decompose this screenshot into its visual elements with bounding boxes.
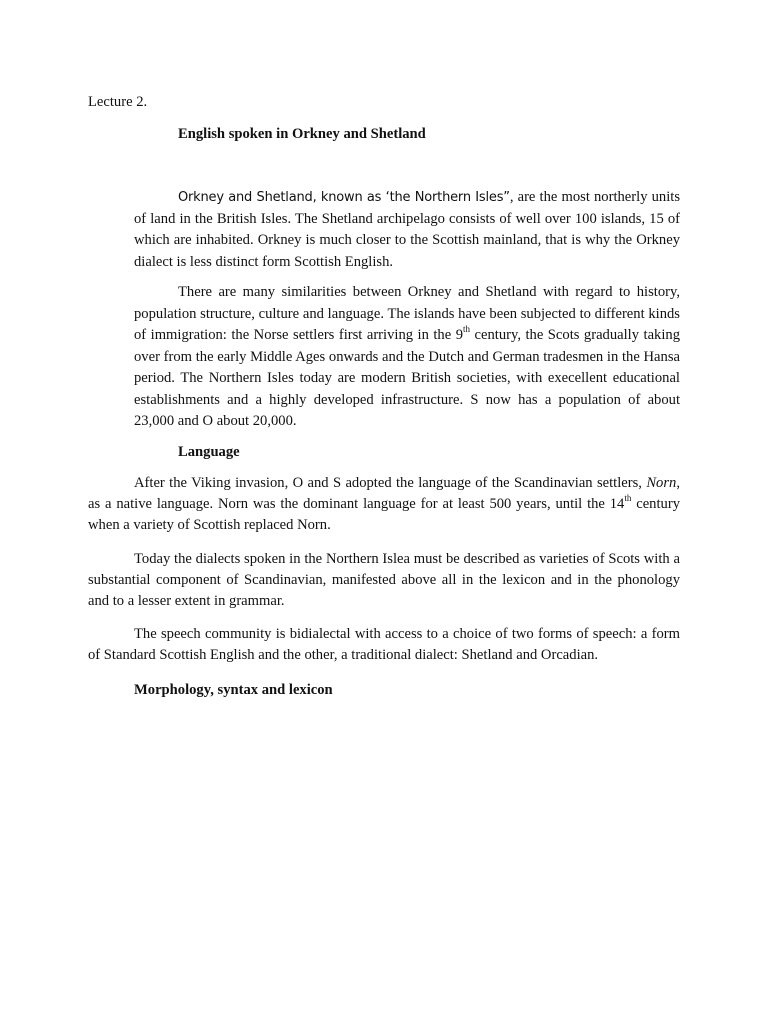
paragraph-similarities [134, 282, 680, 433]
paragraph-similarities-text-2: century, the Scots gradually taking over from the early Middle Ages onwards and the Dutch and German tradesmen in the Hansa period. The Northern Isles today are modern British societies, with execellent educational establishments and a highly developed infrastructure. S now has a population of about 23,000 and O about 20,000. [134, 327, 680, 429]
paragraph-viking-text-2: , as a native language. Norn was the dominant language for at least 500 years, until the 14 [88, 475, 680, 512]
paragraph-intro [134, 187, 680, 273]
lecture-label: Lecture 2. [88, 94, 148, 110]
paragraph-viking-text-3: century when a variety of Scottish replaced Norn. [88, 496, 680, 533]
paragraph-similarities-text-1: There are many similarities between Orkney and Shetland with regard to history, population structure, culture and language. The islands have been subjected to different kinds of immigration: the Norse settlers first arriving in the 9 [134, 284, 680, 343]
norn-italic: Norn [646, 475, 677, 491]
paragraph-intro-text: , are the most northerly units of land in the British Isles. The Shetland archipelago consists of well over 100 islands, 15 of which are inhabited. Orkney is much closer to the Scottish mainland, that is why the Orkney dialect is less distinct form Scottish English. [134, 189, 681, 270]
heading-morphology: Morphology, syntax and lexicon [134, 682, 333, 698]
paragraph-viking [88, 473, 680, 536]
paragraph-speech-community: The speech community is bidialectal with access to a choice of two forms of speech: a form of Standard Scottish English and the other, a traditional dialect: Shetland and Orcadian. [88, 626, 680, 663]
heading-language: Language [178, 444, 240, 460]
paragraph-intro-sans-run: Orkney and Shetland, known as ‘the Northern Isles” [178, 190, 510, 205]
paragraph-dialects: Today the dialects spoken in the Northern Islea must be described as varieties of Scots with a substantial component of Scandinavian, manifested above all in the lexicon and in the phonology and to a lesser extent in grammar. [88, 551, 680, 609]
paragraph-viking-text-1: After the Viking invasion, O and S adopted the language of the Scandinavian settlers, [134, 475, 647, 491]
ordinal-superscript: th [463, 324, 471, 334]
ordinal-superscript: th [624, 493, 632, 503]
page-title: English spoken in Orkney and Shetland [178, 126, 426, 142]
